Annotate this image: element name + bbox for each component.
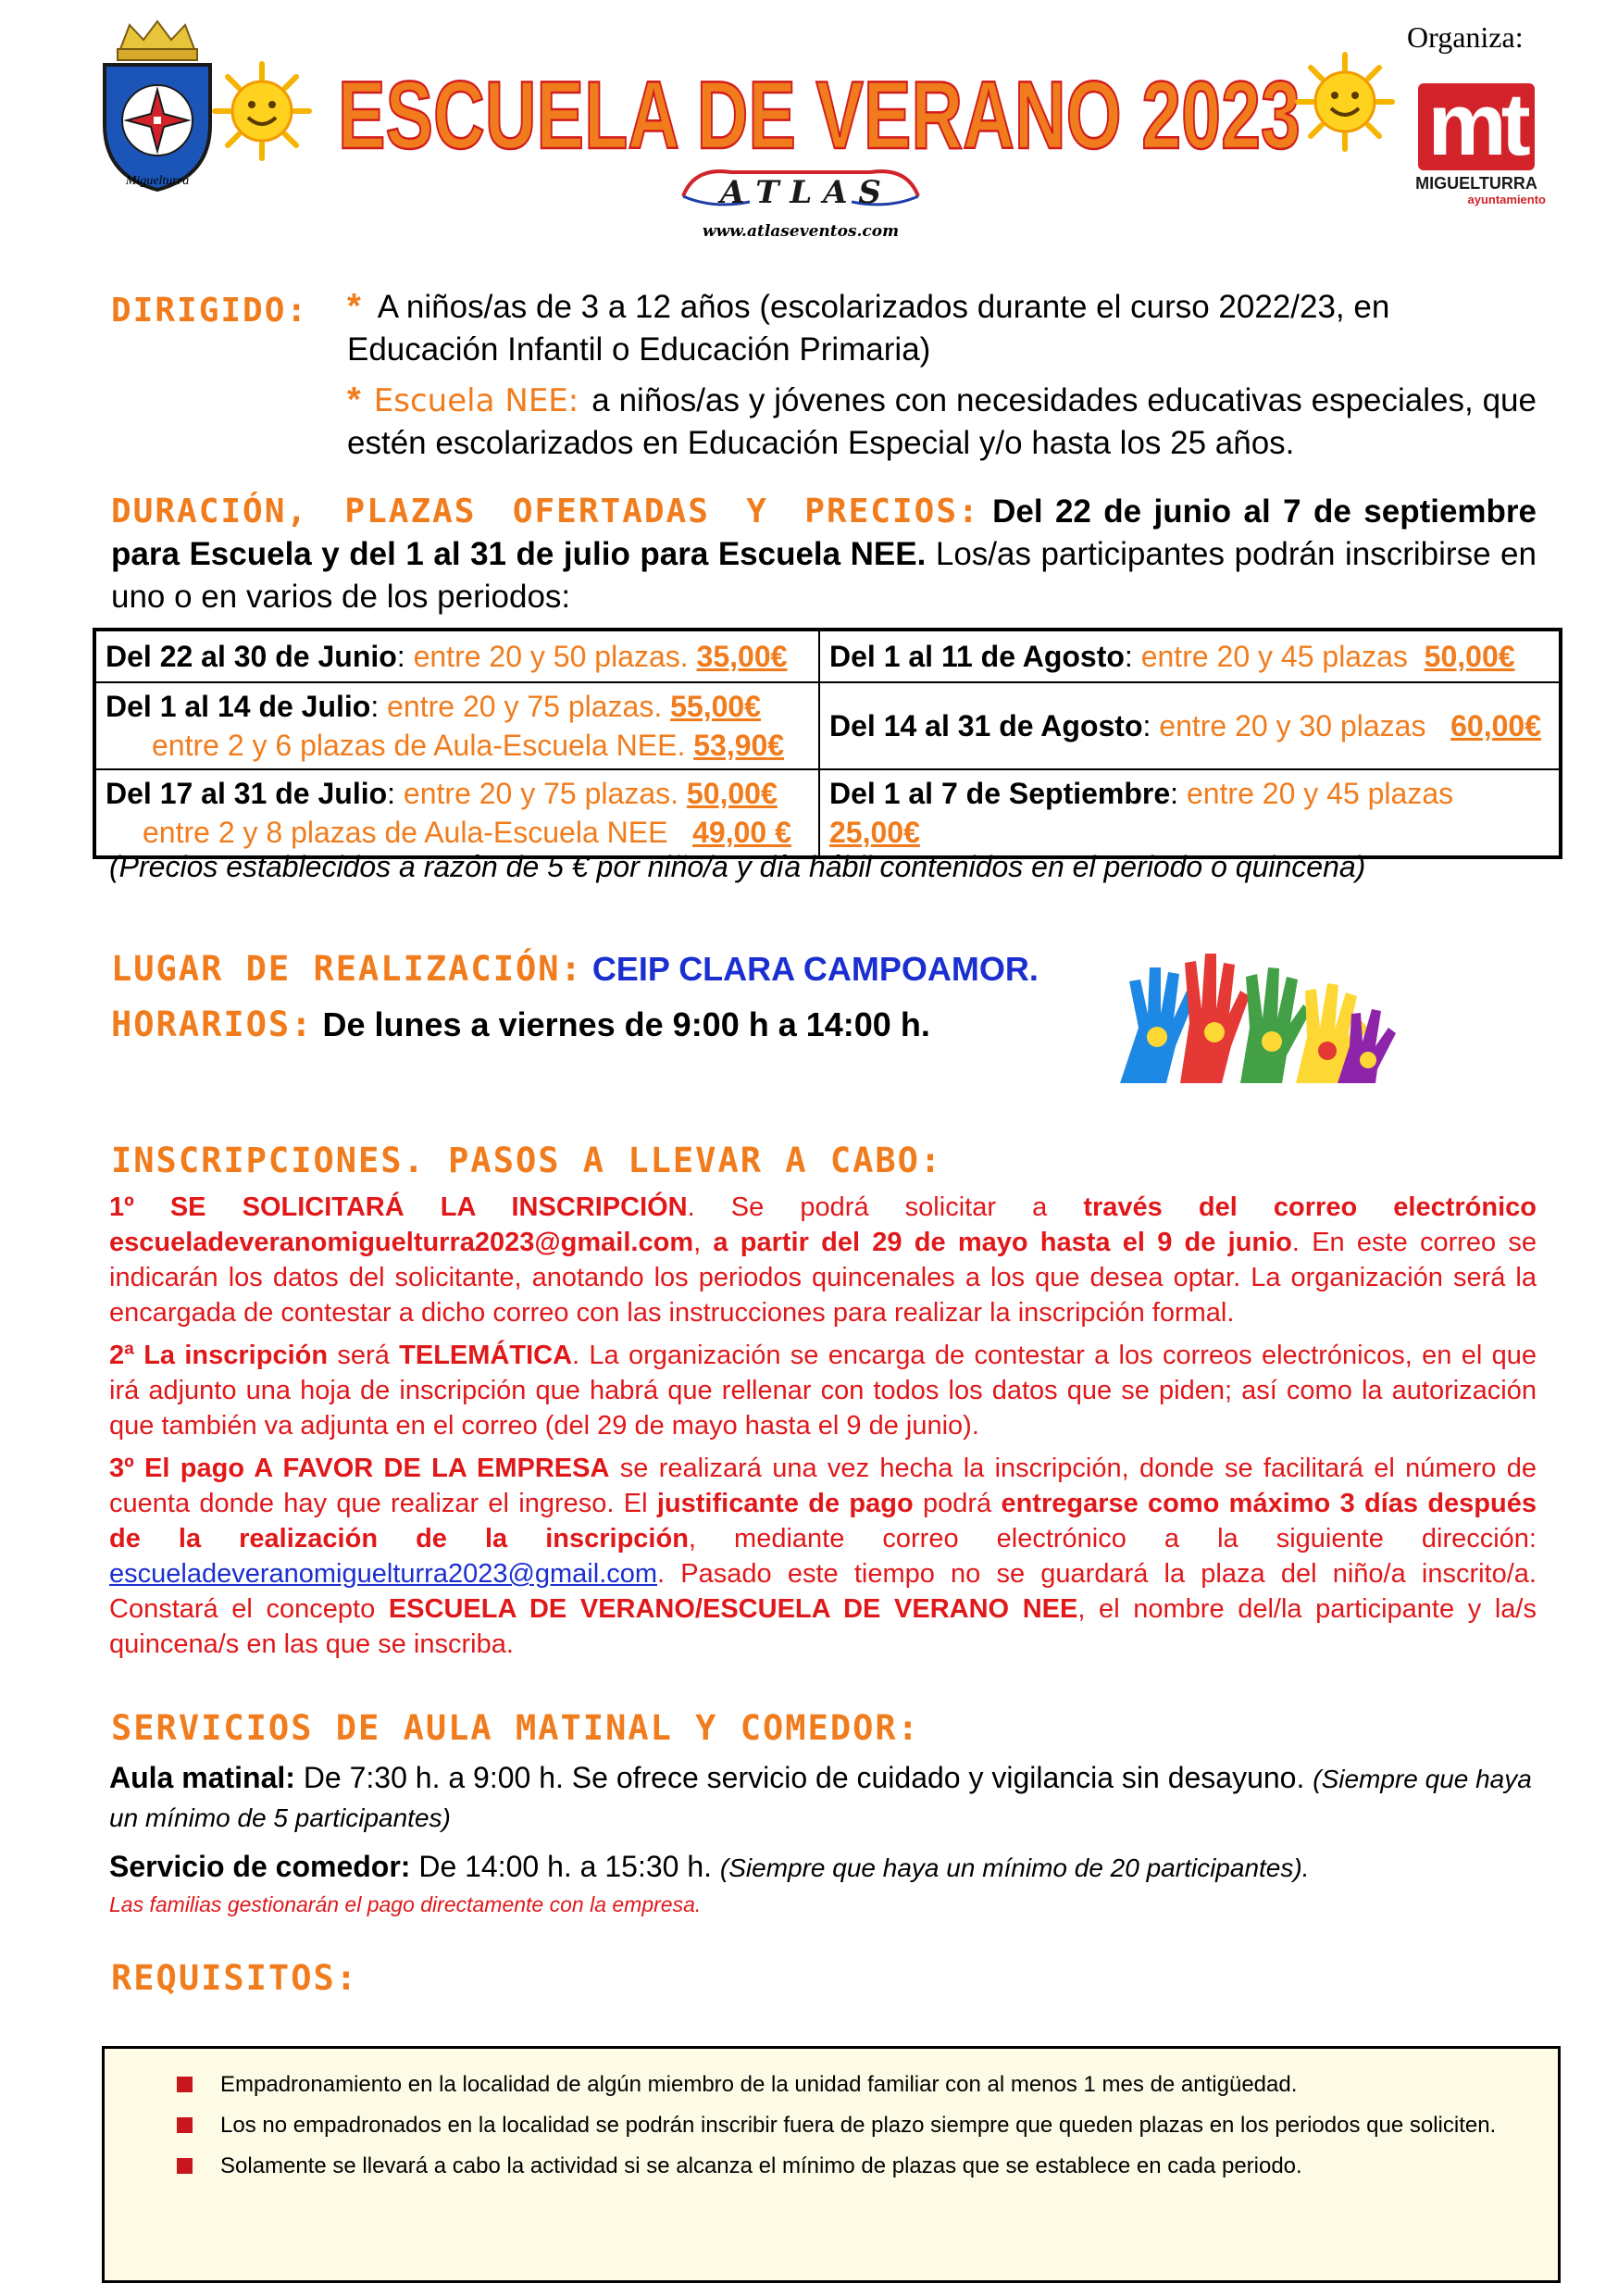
miguelturra-logo — [1407, 75, 1546, 213]
period-price: 60,00€ — [1450, 709, 1541, 742]
aula-note: (Siempre que haya un mínimo de 5 participantes) — [109, 1765, 1532, 1832]
period-label: Del 17 al 31 de Julio — [106, 777, 388, 810]
horarios-heading: HORARIOS: — [111, 1004, 314, 1044]
requisitos-box — [102, 2046, 1561, 2283]
lugar-heading: LUGAR DE REALIZACIÓN: — [111, 949, 583, 989]
dirigido-section — [347, 285, 1537, 465]
inscripciones-heading: INSCRIPCIONES. PASOS A LLEVAR A CABO: — [111, 1141, 943, 1180]
step-3 — [109, 1451, 1537, 1662]
period-label: Del 22 al 30 de Junio — [106, 640, 397, 673]
organiza-label: Organiza: — [1407, 20, 1524, 54]
duracion-rest: Los/as participantes podrán inscribirse en uno o en varios de los periodos: — [111, 536, 1537, 615]
aula-label: Aula matinal: — [109, 1761, 295, 1794]
horarios-value: De lunes a viernes de 9:00 h a 14:00 h. — [322, 1005, 930, 1043]
table-row — [94, 630, 1561, 682]
period-spots: entre 20 y 45 plazas — [1186, 777, 1454, 810]
dirigido-heading: DIRIGIDO: — [111, 292, 309, 330]
duracion-heading: DURACIÓN, PLAZAS OFERTADAS Y PRECIOS: — [111, 493, 980, 530]
aula-matinal — [109, 1759, 1539, 1837]
precios-note: (Precios establecidos a razón de 5 € por niño/a y día hábil contenidos en el periodo o quincena) — [109, 850, 1366, 883]
list-item — [177, 2152, 1558, 2180]
requisitos-heading: REQUISITOS: — [111, 1958, 359, 1998]
period-cell: Del 1 al 7 de Septiembre: entre 20 y 45 plazas 25,00€ — [819, 769, 1561, 857]
period-nee-price: 53,90€ — [693, 729, 785, 762]
crest-ribbon: Miguelturra — [125, 174, 190, 188]
step-3-text-5: , el nombre del/la participante y la/s quincena/s en las que se inscriba. — [109, 1594, 1537, 1659]
atlas-url: www.atlaseventos.com — [702, 222, 900, 241]
nee-label: Escuela NEE: — [373, 382, 579, 419]
period-cell: Del 22 al 30 de Junio: entre 20 y 50 plazas. 35,00€ — [94, 630, 819, 682]
period-nee-price: 49,00 € — [692, 816, 791, 849]
period-spots: entre 20 y 75 plazas. — [387, 690, 663, 723]
servicios-heading: SERVICIOS DE AULA MATINAL Y COMEDOR: — [111, 1708, 920, 1748]
step-3-deadline: entregarse como máximo 3 días después de la realización de la inscripción — [109, 1489, 1537, 1554]
comedor-note: (Siempre que haya un mínimo de 20 participantes). — [719, 1853, 1310, 1882]
comedor — [109, 1848, 1539, 1887]
period-spots: entre 20 y 50 plazas. — [413, 640, 689, 673]
list-item — [177, 2071, 1558, 2099]
coat-of-arms-icon — [88, 14, 227, 199]
step-3-text-3: , mediante correo electrónico a la siguiente dirección: — [688, 1524, 1537, 1554]
period-spots: entre 20 y 45 plazas — [1140, 640, 1408, 673]
mt-logo-text: mt — [1427, 75, 1525, 174]
table-row — [94, 682, 1561, 769]
list-item — [177, 2112, 1558, 2140]
step-1-text-2: . En este correo se indicarán los datos del solicitante, anotando los periodos quincenales a los que desea optar. La organización será la encargada de contestar a dicho correo con las instrucciones para realizar la inscripción formal. — [109, 1228, 1537, 1328]
step-3-justificante: justificante de pago — [656, 1489, 914, 1518]
step-3-text: se realizará una vez hecha la inscripción, donde se facilitará el número de cuenta donde hay que realizar el ingreso. El — [109, 1454, 1537, 1518]
star-bullet-2: * — [347, 381, 361, 419]
sun-icon-left — [211, 60, 313, 162]
period-price: 25,00€ — [829, 816, 920, 849]
atlas-logo-text: A T L A S — [720, 174, 881, 211]
duracion-bold: Del 22 de junio al 7 de septiembre para Escuela y del 1 al 31 de julio para Escuela NEE. — [111, 493, 1537, 572]
step-3-concepto: ESCUELA DE VERANO/ESCUELA DE VERANO NEE — [388, 1594, 1078, 1624]
star-bullet: * — [347, 287, 361, 326]
step-2-text-2: . La organización se encarga de contestar a los correos electrónicos, en el que irá adjunto una hoja de inscripción que habrá que rellenar con todos los datos que se piden; así como la autorización que también va adjunta en el correo (del 29 de mayo hasta el 9 de junio). — [109, 1341, 1537, 1441]
period-price: 35,00€ — [696, 640, 788, 673]
sun-icon-right — [1294, 51, 1396, 153]
mt-logo-block — [1418, 75, 1535, 174]
dirigido-text2: a niños/as y jóvenes con necesidades educativas especiales, que estén escolarizados en Educación Especial y/o hasta los 25 años. — [347, 382, 1537, 461]
period-cell: Del 14 al 31 de Agosto: entre 20 y 30 plazas 60,00€ — [819, 682, 1561, 769]
email-link[interactable]: escueladeveranomiguelturra2023@gmail.com — [109, 1559, 658, 1589]
period-label: Del 1 al 14 de Julio — [106, 690, 371, 723]
requisito-text: Empadronamiento en la localidad de algún miembro de la unidad familiar con al menos 1 mes de antigüedad. — [220, 2072, 1298, 2097]
page-title-text: ESCUELA DE VERANO 2023 — [338, 62, 1301, 169]
period-nee-spots: entre 2 y 6 plazas de Aula-Escuela NEE. — [152, 729, 686, 762]
comedor-label: Servicio de comedor: — [109, 1850, 411, 1883]
square-bullet-icon — [177, 2117, 193, 2133]
duracion-section — [111, 491, 1537, 618]
familias-note: Las familias gestionarán el pago directamente con la empresa. — [109, 1892, 702, 1916]
horarios-line — [111, 1004, 930, 1044]
period-price: 55,00€ — [670, 690, 761, 723]
mt-logo-caption: MIGUELTURRA — [1415, 174, 1537, 193]
step-3-text-2: podrá — [913, 1489, 1002, 1518]
lugar-line — [111, 949, 1039, 989]
step-1-email: través del correo electrónico escueladeveranomiguelturra2023@gmail.com — [109, 1192, 1537, 1257]
period-cell: Del 1 al 14 de Julio: entre 20 y 75 plazas. 55,00€ entre 2 y 6 plazas de Aula-Escuela NEE. 53,90€ — [94, 682, 819, 769]
step-1-title: 1º SE SOLICITARÁ LA INSCRIPCIÓN — [109, 1192, 688, 1222]
servicios-section — [109, 1759, 1539, 1917]
periods-table — [93, 628, 1562, 859]
step-2-mode: TELEMÁTICA — [399, 1341, 573, 1370]
square-bullet-icon — [177, 2077, 193, 2092]
square-bullet-icon — [177, 2158, 193, 2174]
requisito-text: Solamente se llevará a cabo la actividad si se alcanza el mínimo de plazas que se establece en cada periodo. — [220, 2153, 1302, 2178]
period-label: Del 14 al 31 de Agosto — [829, 709, 1143, 742]
period-label: Del 1 al 7 de Septiembre — [829, 777, 1171, 810]
mt-logo-sub: ayuntamiento — [1467, 193, 1546, 206]
dirigido-line1 — [347, 285, 1537, 371]
dirigido-text1: A niños/as de 3 a 12 años (escolarizados durante el curso 2022/23, en Educación Infantil o Educación Primaria) — [347, 289, 1390, 368]
step-1-sep: , — [693, 1228, 714, 1257]
period-label: Del 1 al 11 de Agosto — [829, 640, 1125, 673]
period-cell: Del 17 al 31 de Julio: entre 20 y 75 plazas. 50,00€ entre 2 y 8 plazas de Aula-Escuela NEE 49,00 € — [94, 769, 819, 857]
table-row — [94, 769, 1561, 857]
inscripciones-steps — [109, 1190, 1537, 1662]
comedor-text: De 14:00 h. a 15:30 h. — [410, 1850, 720, 1883]
period-spots: entre 20 y 30 plazas — [1159, 709, 1426, 742]
step-3-title: 3º El pago A FAVOR DE LA EMPRESA — [109, 1454, 610, 1483]
painted-hands-image — [1101, 926, 1407, 1083]
period-price: 50,00€ — [686, 777, 778, 810]
atlas-logo — [676, 159, 926, 247]
step-2-title: 2ª La inscripción — [109, 1341, 329, 1370]
period-cell: Del 1 al 11 de Agosto: entre 20 y 45 plazas 50,00€ — [819, 630, 1561, 682]
step-1-text: . Se podrá solicitar a — [687, 1192, 1084, 1222]
step-1 — [109, 1190, 1537, 1330]
lugar-value: CEIP CLARA CAMPOAMOR. — [591, 950, 1039, 988]
period-price: 50,00€ — [1424, 640, 1515, 673]
period-spots: entre 20 y 75 plazas. — [403, 777, 678, 810]
step-2 — [109, 1338, 1537, 1443]
requisito-text: Los no empadronados en la localidad se podrán inscribir fuera de plazo siempre que queden plazas en los periodos que soliciten. — [220, 2113, 1497, 2138]
period-nee-spots: entre 2 y 8 plazas de Aula-Escuela NEE — [143, 816, 668, 849]
step-3-text-4: . Pasado este tiempo no se guardará la plaza del niño/a inscrito/a. Constará el concepto — [109, 1559, 1537, 1624]
aula-text: De 7:30 h. a 9:00 h. Se ofrece servicio de cuidado y vigilancia sin desayuno. — [294, 1761, 1313, 1794]
dirigido-line2 — [347, 379, 1537, 465]
step-2-text: será — [328, 1341, 400, 1370]
step-1-dates: a partir del 29 de mayo hasta el 9 de junio — [713, 1228, 1292, 1257]
